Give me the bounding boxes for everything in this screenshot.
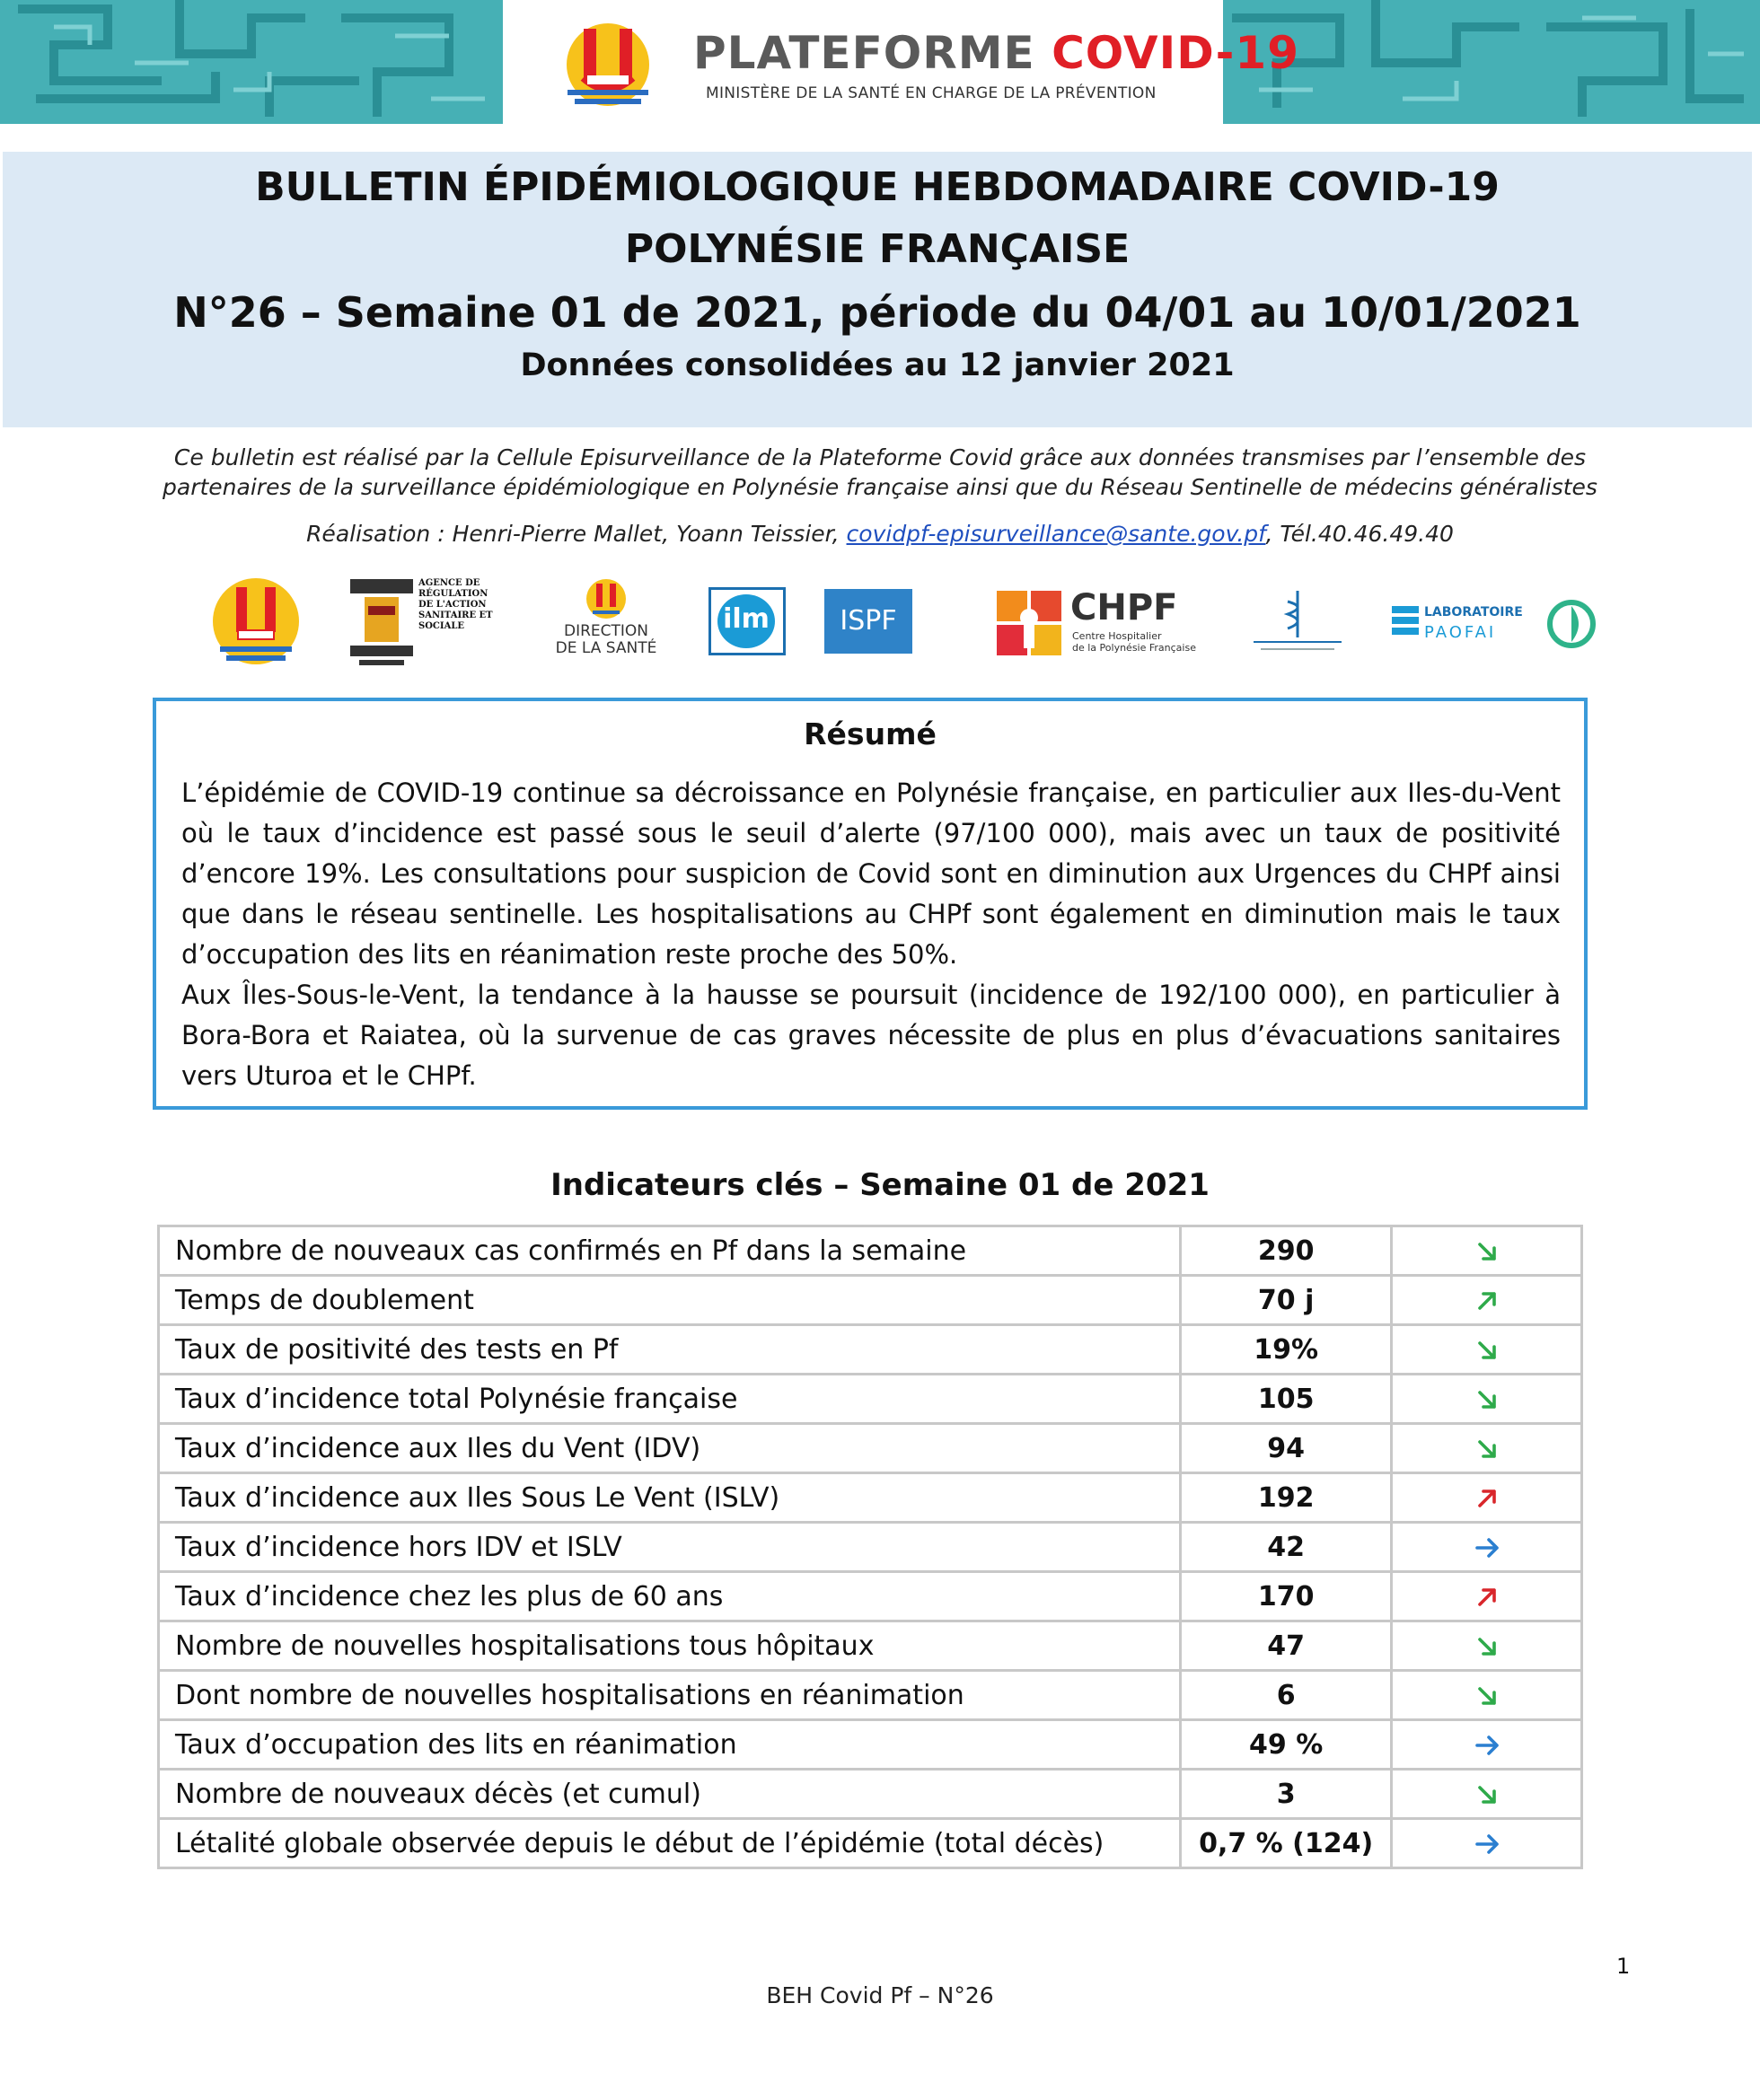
chpf-logo [997,575,1203,673]
trend-down-arrow-icon [1392,1621,1582,1671]
page-number: 1 [1616,1954,1631,1979]
arass-logo [350,575,498,673]
indicator-value: 290 [1181,1226,1392,1276]
indicator-value: 192 [1181,1473,1392,1523]
indicator-row [159,1572,1582,1621]
laboratoire-paofai-logo [1392,575,1523,673]
indicator-label: Taux d’incidence aux Iles Sous Le Vent (ISLV) [159,1473,1181,1523]
issue-period: N°26 – Semaine 01 de 2021, période du 04/01 au 10/01/2021 [173,288,1581,337]
contact-email-link[interactable]: covidpf-episurveillance@sante.gov.pf [846,521,1266,547]
indicator-label: Taux d’incidence chez les plus de 60 ans [159,1572,1181,1621]
ispf-logo [824,575,914,673]
indicator-row [159,1720,1582,1770]
trend-stable-arrow-icon [1392,1819,1582,1868]
brand-title-part1: PLATEFORME [693,27,1035,79]
indicator-row [159,1424,1582,1473]
direction-sante-text-1: DIRECTION [563,622,649,640]
indicators-table [157,1225,1583,1869]
direction-sante-logo [548,575,664,673]
paofai-text: PAOFAI [1424,623,1497,642]
indicator-value: 19% [1181,1325,1392,1375]
partner-logos [198,575,1598,673]
bulletin-title: BULLETIN ÉPIDÉMIOLOGIQUE HEBDOMADAIRE COVID-19 [255,164,1500,210]
indicator-value: 170 [1181,1572,1392,1621]
footer-text: BEH Covid Pf – N°26 [766,1982,994,2008]
intro-line-1: Ce bulletin est réalisé par la Cellule Episurveillance de la Plateforme Covid grâce aux données transmises par l’ensemble des [173,444,1587,470]
indicator-value: 6 [1181,1671,1392,1720]
consolidation-date: Données consolidées au 12 janvier 2021 [520,347,1235,383]
medical-order-logo [1248,575,1347,673]
indicator-row [159,1523,1582,1572]
indicator-value: 0,7 % (124) [1181,1819,1392,1868]
polynesia-coat-of-arms-logo [207,575,305,673]
indicator-label: Nombre de nouveaux cas confirmés en Pf dans la semaine [159,1226,1181,1276]
intro-line-2: partenaires de la surveillance épidémiologique en Polynésie française ainsi que du Réseau Sentinelle de médecins généralistes [163,474,1597,500]
credits-authors: Réalisation : Henri-Pierre Mallet, Yoann Teissier, [306,521,847,547]
brand-block [539,16,1299,115]
summary-paragraph-1: L’épidémie de COVID-19 continue sa décroissance en Polynésie française, en particulier aux Iles-du-Vent où le taux d’incidence est passé sous le seuil d’alerte (97/100 000), mais avec un taux de positivité d’encore 19%. Les consultations pour suspicion de Covid sont en diminution aux Urgences du CHPf ainsi que dans le réseau sentinelle. Les hospitalisations au CHPf sont également en diminution mais le taux d’occupation des lits en réanimation reste proche des 50%. [181,778,1561,970]
laboratoire-text: LABORATOIRE [1424,605,1523,619]
ilm-logo [705,575,790,673]
trend-up-arrow-icon [1392,1473,1582,1523]
direction-sante-text-2: DE LA SANTÉ [555,639,657,657]
indicator-value: 3 [1181,1770,1392,1819]
trend-up-arrow-icon [1392,1276,1582,1325]
contact-phone: , Tél.40.46.49.40 [1265,521,1454,547]
trend-stable-arrow-icon [1392,1720,1582,1770]
trend-stable-arrow-icon [1392,1523,1582,1572]
credits-line [0,521,1760,547]
arass-logo-text: AGENCE DE RÉGULATION DE L'ACTION SANITAIRE ET SOCIALE [418,578,493,631]
indicator-label: Dont nombre de nouvelles hospitalisations en réanimation [159,1671,1181,1720]
indicator-value: 49 % [1181,1720,1392,1770]
chpf-logo-sub-2: de la Polynésie Française [1072,642,1196,654]
summary-paragraph-2: Aux Îles-Sous-le-Vent, la tendance à la hausse se poursuit (incidence de 192/100 000), en particulier à Bora-Bora et Raiatea, où la survenue de cas graves nécessite de plus en plus d’évacuations sanitaires vers Uturoa et le CHPf. [181,980,1561,1091]
indicator-label: Taux d’incidence total Polynésie française [159,1375,1181,1424]
trend-down-arrow-icon [1392,1375,1582,1424]
trend-down-arrow-icon [1392,1770,1582,1819]
indicator-row [159,1770,1582,1819]
ispf-logo-text: ISPF [840,605,897,637]
indicator-label: Taux de positivité des tests en Pf [159,1325,1181,1375]
territory-title: POLYNÉSIE FRANÇAISE [624,226,1131,272]
indicator-label: Taux d’occupation des lits en réanimation [159,1720,1181,1770]
brand-title-part2: COVID-19 [1052,27,1299,79]
trend-down-arrow-icon [1392,1671,1582,1720]
partner-leaf-logo [1544,575,1598,673]
indicators-title: Indicateurs clés – Semaine 01 de 2021 [550,1167,1210,1203]
header-banner [0,0,1760,126]
ilm-logo-text: ilm [723,603,770,635]
indicator-row [159,1276,1582,1325]
indicator-value: 94 [1181,1424,1392,1473]
indicator-label: Taux d’incidence aux Iles du Vent (IDV) [159,1424,1181,1473]
polynesia-emblem-logo [548,22,668,113]
indicator-row [159,1325,1582,1375]
indicator-value: 42 [1181,1523,1392,1572]
indicator-label: Nombre de nouveaux décès (et cumul) [159,1770,1181,1819]
summary-box [153,698,1588,1110]
indicator-row [159,1375,1582,1424]
title-box [3,152,1752,427]
indicator-label: Nombre de nouvelles hospitalisations tous hôpitaux [159,1621,1181,1671]
indicator-row [159,1819,1582,1868]
indicator-value: 70 j [1181,1276,1392,1325]
decorative-pattern-left [0,0,503,124]
trend-down-arrow-icon [1392,1325,1582,1375]
indicator-value: 105 [1181,1375,1392,1424]
indicator-label: Taux d’incidence hors IDV et ISLV [159,1523,1181,1572]
brand-title [693,27,1299,79]
chpf-logo-sub-1: Centre Hospitalier [1072,630,1162,642]
trend-up-arrow-icon [1392,1572,1582,1621]
chpf-logo-text: CHPF [1070,587,1178,628]
brand-subtitle: MINISTÈRE DE LA SANTÉ EN CHARGE DE LA PRÉVENTION [706,84,1157,102]
indicator-row [159,1473,1582,1523]
indicator-label: Temps de doublement [159,1276,1181,1325]
decorative-pattern-right [1223,0,1760,124]
indicator-label: Létalité globale observée depuis le début de l’épidémie (total décès) [159,1819,1181,1868]
indicator-row [159,1671,1582,1720]
summary-body [181,773,1561,1096]
indicator-value: 47 [1181,1621,1392,1671]
trend-down-arrow-icon [1392,1424,1582,1473]
trend-down-arrow-icon [1392,1226,1582,1276]
indicator-row [159,1621,1582,1671]
summary-title: Résumé [804,716,937,751]
indicator-row [159,1226,1582,1276]
